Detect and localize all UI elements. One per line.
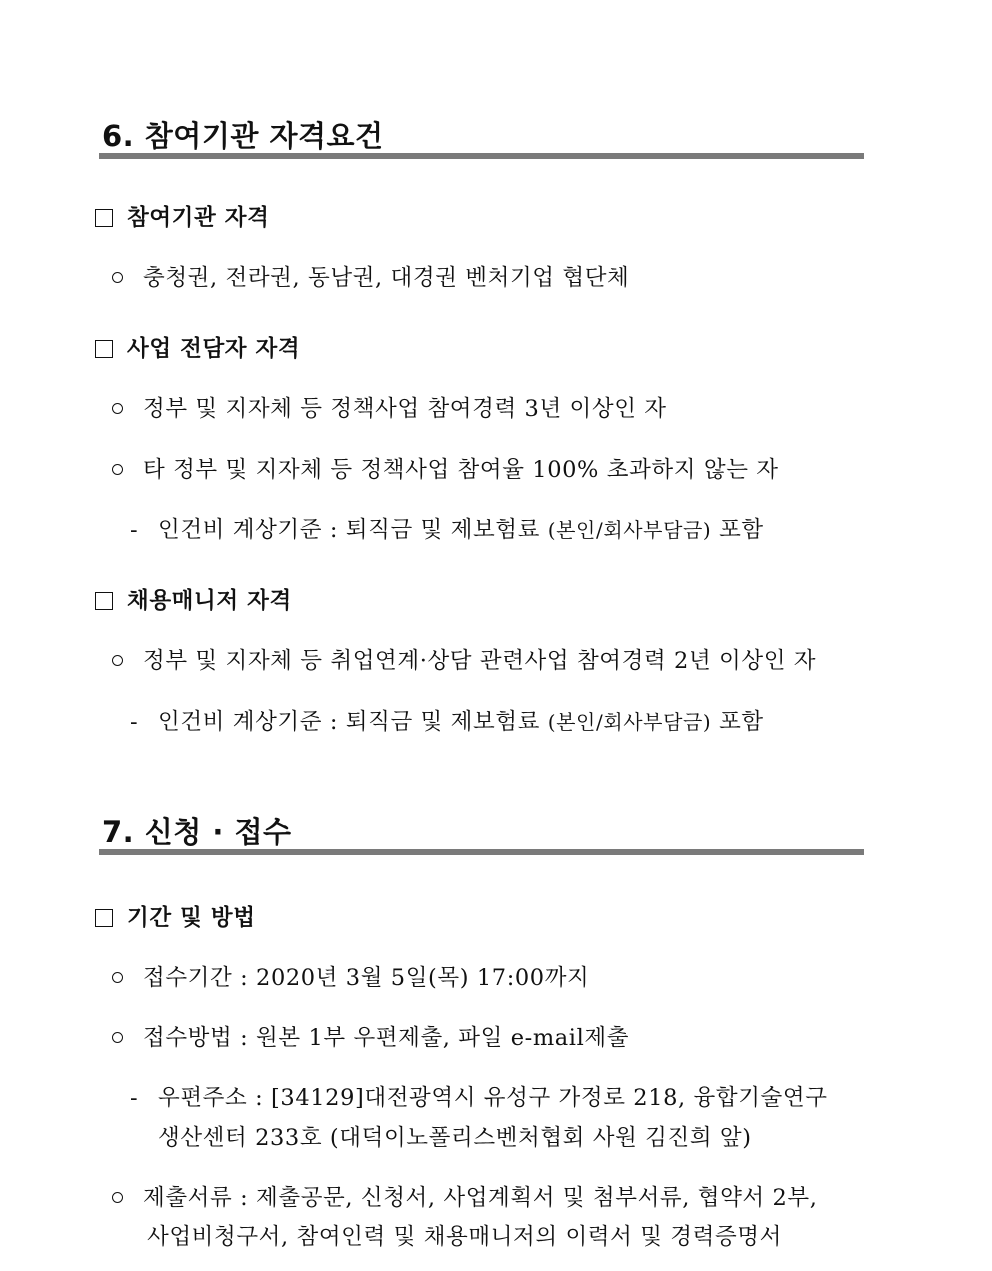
sub-item-address-continued: 생산센터 233호 (대덕이노폴리스벤처협회 사원 김진희 앞)	[158, 1125, 752, 1151]
section-6-title: 6. 참여기관 자격요건	[102, 119, 384, 153]
section-6-rule	[99, 153, 864, 159]
circle-bullet-icon	[112, 272, 123, 283]
checkbox-square-icon	[95, 592, 113, 610]
bullet-item	[112, 646, 816, 676]
heading-recruit-manager-qualification	[95, 586, 292, 616]
circle-bullet-icon	[112, 972, 123, 983]
circle-bullet-icon	[112, 464, 123, 475]
heading-text: 참여기관 자격	[127, 205, 270, 231]
bullet-item-documents	[112, 1183, 818, 1213]
bullet-text: 접수방법 : 원본 1부 우편제출, 파일 e-mail제출	[143, 1025, 630, 1051]
bullet-item-documents-continued: 사업비청구서, 참여인력 및 채용매니저의 이력서 및 경력증명서	[147, 1224, 782, 1250]
bullet-item-period	[112, 963, 589, 993]
heading-participant-qualification	[95, 203, 269, 233]
bullet-item	[112, 455, 779, 485]
sub-item	[130, 707, 764, 737]
sub-tail: 포함	[719, 709, 764, 735]
sub-text: 인건비 계상기준 : 퇴직금 및 제보험료	[158, 709, 540, 735]
circle-bullet-icon	[112, 655, 123, 666]
dash-marker: -	[130, 517, 139, 543]
sub-text: 인건비 계상기준 : 퇴직금 및 제보험료	[158, 517, 540, 543]
sub-text: 우편주소 : [34129]대전광역시 유성구 가정로 218, 융합기술연구	[158, 1085, 828, 1111]
checkbox-square-icon	[95, 909, 113, 927]
bullet-item	[112, 263, 629, 293]
bullet-text: 타 정부 및 지자체 등 정책사업 참여율 100% 초과하지 않는 자	[143, 457, 779, 483]
heading-text: 기간 및 방법	[127, 905, 256, 931]
circle-bullet-icon	[112, 1192, 123, 1203]
sub-note: (본인/회사부담금)	[547, 710, 712, 734]
circle-bullet-icon	[112, 403, 123, 414]
sub-tail: 포함	[719, 517, 764, 543]
heading-manager-qualification	[95, 334, 300, 364]
checkbox-square-icon	[95, 209, 113, 227]
sub-item	[130, 515, 764, 545]
checkbox-square-icon	[95, 340, 113, 358]
bullet-item-method	[112, 1023, 629, 1053]
heading-period-and-method	[95, 903, 256, 933]
sub-item-address	[130, 1083, 828, 1113]
bullet-text: 접수기간 : 2020년 3월 5일(목) 17:00까지	[143, 965, 590, 991]
bullet-item	[112, 394, 667, 424]
bullet-text: 제출서류 : 제출공문, 신청서, 사업계획서 및 첨부서류, 협약서 2부,	[143, 1185, 818, 1211]
section-7-rule	[99, 849, 864, 855]
heading-text: 채용매니저 자격	[127, 588, 292, 614]
bullet-text: 충청권, 전라권, 동남권, 대경권 벤처기업 협단체	[143, 265, 630, 291]
heading-text: 사업 전담자 자격	[127, 336, 301, 362]
dash-marker: -	[130, 709, 139, 735]
bullet-text: 정부 및 지자체 등 취업연계·상담 관련사업 참여경력 2년 이상인 자	[143, 648, 817, 674]
circle-bullet-icon	[112, 1032, 123, 1043]
section-7-title: 7. 신청 · 접수	[102, 815, 292, 849]
dash-marker: -	[130, 1085, 139, 1111]
bullet-text: 정부 및 지자체 등 정책사업 참여경력 3년 이상인 자	[143, 396, 667, 422]
sub-note: (본인/회사부담금)	[547, 518, 712, 542]
